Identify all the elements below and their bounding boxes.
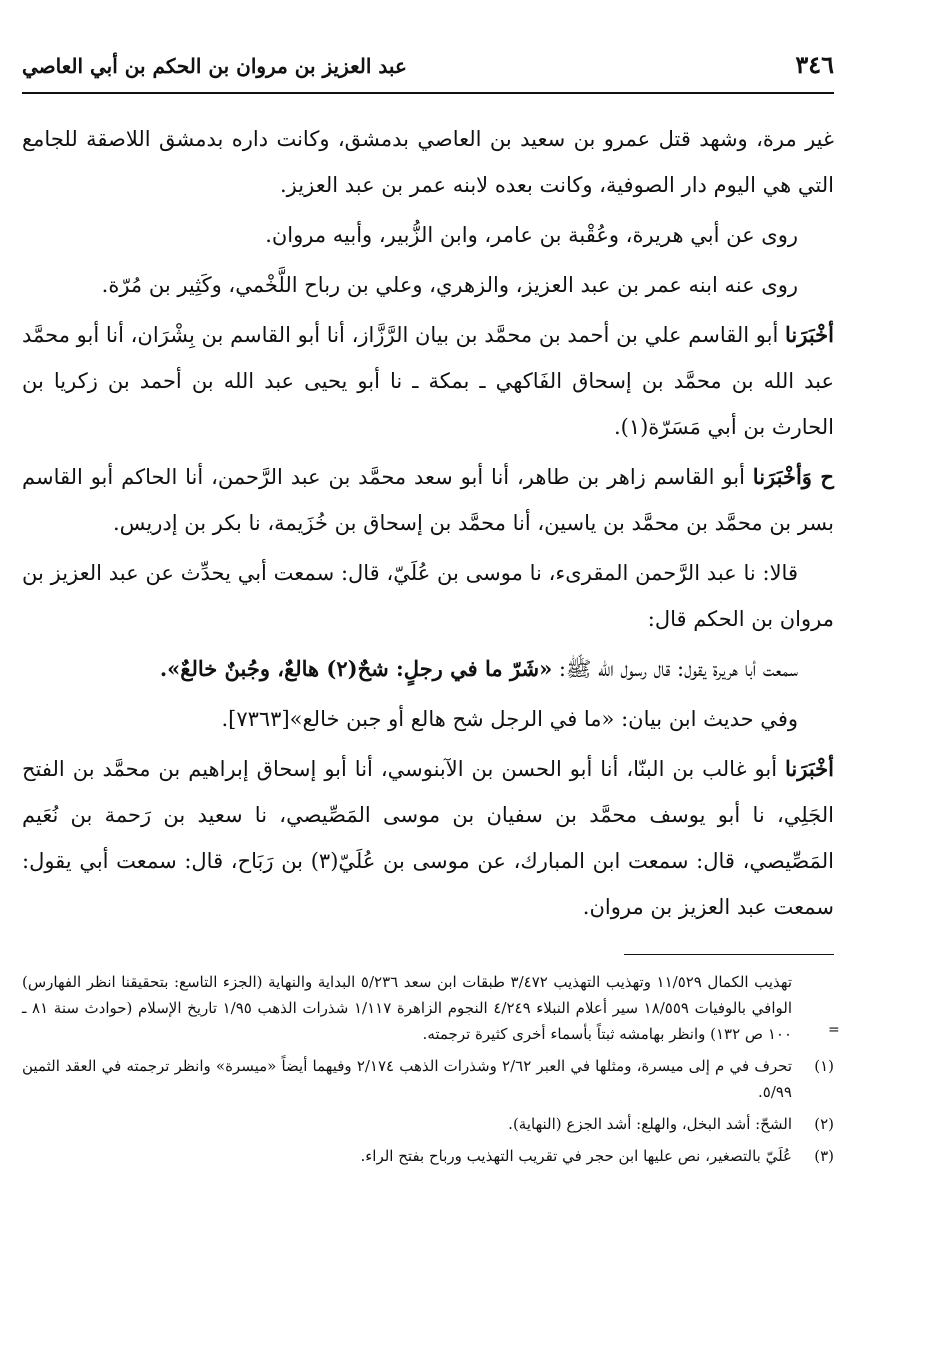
footnote-separator (624, 954, 834, 955)
footnote-continuation (22, 969, 834, 1047)
paragraph-1: غير مرة، وشهد قتل عمرو بن سعيد بن العاصي بدمشق، وكانت داره بدمشق اللاصقة للجامع التي هي اليوم دار الصوفية، وكانت بعده لابنه عمر بن عبد العزيز. (22, 127, 834, 197)
footnote-text: تحرف في م إلى ميسرة، ومثلها في العبر ٢/٦٢ وشذرات الذهب ٢/١٧٤ وفيهما أيضاً «ميسرة» وانظر ترجمته في العقد الثمين ٥/٩٩. (22, 1057, 793, 1101)
page-number: ٣٤٦ (795, 50, 834, 79)
paragraph-7 (22, 646, 834, 692)
hadith-text: «شَرّ ما في رجلٍ: شحٌ(٢) هالعٌ، وجُبنٌ خالعٌ». (159, 656, 553, 681)
footnote-number: (١) (814, 1057, 834, 1075)
footnote-number: (٢) (814, 1115, 834, 1133)
footnote-item (22, 1111, 834, 1137)
chain-keyword: ح وَأخْبَرَنا (752, 464, 834, 489)
footnote-text: تهذيب الكمال ١١/٥٢٩ وتهذيب التهذيب ٣/٤٧٢ طبقات ابن سعد ٥/٢٣٦ البداية والنهاية (الجزء التاسع: بتحقيقنا انظر الفهارس) الوافي بالوفيات ١٨/٥٥٩ سير أعلام النبلاء ٤/٢٤٩ النجوم الزاهرة ١/١١٧ شذرات الذهب ١/٩٥ تاريخ الإسلام (حوادث سنة ٨١ ـ ١٠٠ ص ١٣٢) وانظر بهامشه ثبتاً بأسماء أخرى كثيرة ترجمته. (22, 973, 793, 1043)
running-header (22, 50, 834, 90)
chain-keyword: أخْبَرَنا (785, 756, 834, 781)
footnote-item (22, 1053, 834, 1105)
paragraph-7-intro: سمعت أبا هريرة يقول: قال رسول الله ﷺ: (552, 657, 798, 681)
chain-keyword: أخْبَرَنا (785, 322, 834, 347)
running-title: عبد العزيز بن مروان بن الحكم بن أبي العاصي (22, 54, 407, 78)
footnote-text: عُلَيّ بالتصغير، نص عليها ابن حجر في تقريب التهذيب ورباح بفتح الراء. (360, 1147, 792, 1165)
book-page (22, 50, 834, 1175)
footnote-number: (٣) (814, 1147, 834, 1165)
paragraph-6: قالا: نا عبد الرَّحمن المقرىء، نا موسى بن عُلَيّ، قال: سمعت أبي يحدِّث عن عبد العزيز بن مروان بن الحكم قال: (22, 561, 834, 631)
footnote-text: الشحّ: أشد البخل، والهلع: أشد الجزع (النهاية). (508, 1115, 792, 1133)
footnote-item (22, 1143, 834, 1169)
paragraph-4-text: أبو القاسم علي بن أحمد بن محمَّد بن بيان الرَّزَّاز، أنا أبو القاسم بن بِشْرَان، أنا أبو محمَّد عبد الله بن محمَّد بن إسحاق الفَاكهي ـ بمكة ـ نا أبو يحيى عبد الله بن أحمد بن زكريا بن الحارث بن أبي مَسَرّة(١). (22, 323, 834, 439)
header-rule (22, 92, 834, 94)
paragraph-8: وفي حديث ابن بيان: «ما في الرجل شح هالع أو جبن خالع»[٧٣٦٣]. (221, 707, 798, 731)
continuation-marker: = (828, 1022, 840, 1038)
main-text (22, 116, 834, 930)
paragraph-9 (22, 746, 834, 930)
paragraph-5-text: أبو القاسم زاهر بن طاهر، أنا أبو سعد محمَّد بن عبد الرَّحمن، أنا الحاكم أبو القاسم بسر بن محمَّد بن محمَّد بن ياسين، أنا محمَّد بن إسحاق بن خُزَيمة، نا بكر بن إدريس. (22, 465, 834, 535)
paragraph-3: روى عنه ابنه عمر بن عبد العزيز، والزهري، وعلي بن رباح اللَّخْمي، وكَثِير بن مُرّة. (101, 273, 798, 297)
footnotes (22, 969, 834, 1169)
paragraph-2: روى عن أبي هريرة، وعُقْبة بن عامر، وابن الزُّبير، وأبيه مروان. (265, 223, 798, 247)
paragraph-9-text: أبو غالب بن البنّا، أنا أبو الحسن بن الآبنوسي، أنا أبو إسحاق إبراهيم بن محمَّد بن الفتح الجَلِي، نا أبو يوسف محمَّد بن سفيان بن موسى المَصِّيصي، نا سعيد بن رَحمة بن نُعَيم المَصِّيصي، قال: سمعت ابن المبارك، عن موسى بن عُلَيّ(٣) بن رَبَاح، قال: سمعت أبي يقول: سمعت عبد العزيز بن مروان. (22, 757, 835, 919)
paragraph-4 (22, 312, 834, 450)
paragraph-5 (22, 454, 834, 546)
